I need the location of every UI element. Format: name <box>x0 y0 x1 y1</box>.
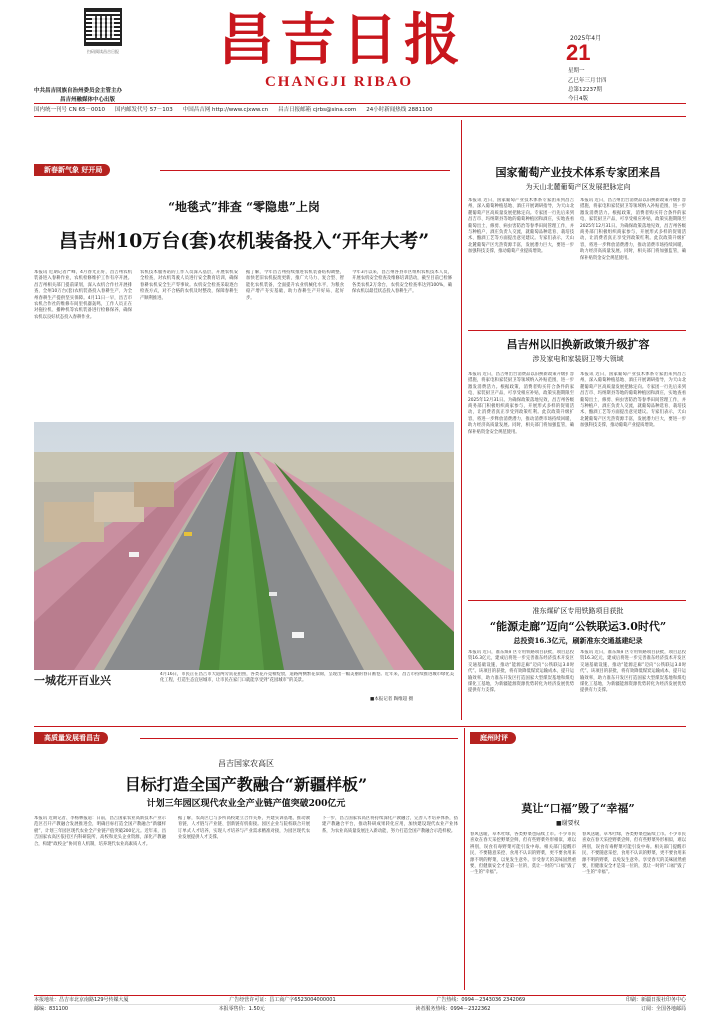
section-tag-lead: 新春新气象 好开局 <box>34 164 110 176</box>
lead-column-4: 今年3月以来，昌吉州各县市区组织农机技术人员，开展农机安全检查及维修培训活动，截至目前已检修各类农机2万余台，农机安全检查率达到100%，确保农机以最佳状态投入春耕生产。 <box>352 270 452 295</box>
footer-postcode: 邮编：831100 <box>34 1006 69 1012</box>
column-text-continued: 春风送暖，草木吐绿，各类野菜也陆续上市。不少市民喜欢在春天采挖野菜尝鲜，但有些野菜外形相似，难以辨别，误食有毒野菜可能引发中毒。相关部门提醒市民，不要随意采挖、食用不认识的野菜，更不要食用来源不明的野菜，以免发生意外。享受春天的美味固然重要，但健康安全才是第一位的，莫让一时的“口福”毁了一生的“幸福”。 <box>582 832 686 876</box>
footer <box>34 995 686 1013</box>
page-count: 今日4版 <box>568 96 588 102</box>
bottom-headline: 目标打造全国产教融合“新疆样板” <box>124 775 368 794</box>
footer-address: 本报地址：昌吉市北京南路129号传媒大厦 <box>34 997 129 1003</box>
s3-text: 本报讯 近日，准东煤矿区专用铁路项目获批，项目总投资16.3亿元，建成后将进一步完善准东经济技术开发区交通基础设施，推动“能源走廊”迈向“公铁联运3.0时代”。该项目的获批，将有效降低煤炭运输成本，提升运输效率，助力准东开发区打造国家大型煤炭基地和煤电煤化工基地，为新疆能源资源优势转化为经济发展优势提供有力支撑。 <box>468 650 574 694</box>
s3-text-continued: 本报讯 近日，准东煤矿区专用铁路项目获批，项目总投资16.3亿元，建成后将进一步完善准东经济技术开发区交通基础设施，推动“能源走廊”迈向“公铁联运3.0时代”。该项目的获批，将有效降低煤炭运输成本，提升运输效率，助力准东开发区打造国家大型煤炭基地和煤电煤化工基地，为新疆能源资源优势转化为经济发展优势提供有力支撑。 <box>580 650 686 694</box>
info-postal: 国内邮发代号 57－103 <box>114 107 173 113</box>
photo-caption: 4月16日，市民正在昌吉市大道两旁赏花拍照，各类花卉竞相绽放，道路两侧繁花似锦，呈现出一幅美丽的春日画卷。近年来，昌吉市持续推进城市绿化美化工程，打造生态宜居城市，让市民在家门口就能享受到“花园城市”的美景。 <box>160 672 454 684</box>
weekday: 星期一 <box>568 68 585 74</box>
s1-text-continued: 本报讯 近日，昌吉州出台消费品以旧换新政策升级扩容措施，将家电和家装厨卫等领域纳入补贴范围，进一步激发消费活力。根据政策，消费者购买符合条件的家电、家装厨卫产品，可享受相应补贴，政策实施期限至2025年12月31日。为确保政策落地见效，昌吉州各级商务部门积极组织商家参与，开展形式多样的促销活动，让消费者真正享受到政策红利。此次政策升级扩容，将进一步释放消费潜力，推动消费市场持续回暖，助力经济高质量发展。同时，相关部门将加强监管，确保补贴资金安全规范使用。 <box>580 198 686 261</box>
lead-photo <box>34 422 454 670</box>
footer-ad-license: 广告经营许可证：昌工商广字6523004000001 <box>229 997 336 1003</box>
s2-subheadline: 涉及家电和家装厨卫等大领域 <box>532 355 624 363</box>
info-cn: 国内统一刊号 CN 65－0010 <box>34 107 105 113</box>
lead-column-3: 据了解，今年昌吉州持续推进农机装备结构调整，加快老旧农机报废更新，推广大马力、复合型、智能化农机装备，全面提升农业机械化水平，为粮食稳产增产夯实基础，助力春耕生产开好局、起好步。 <box>246 270 344 301</box>
date-year-month: 2025年4月 <box>570 35 602 42</box>
s3-headline: “能源走廊”迈向“公铁联运3.0时代” <box>489 620 667 633</box>
info-hotline: 24小时新闻热线 2881100 <box>366 107 433 113</box>
footer-price: 本报零售价：1.50元 <box>218 1006 265 1012</box>
publisher-line-2: 昌吉州融媒体中心出版 <box>60 97 116 103</box>
s1-headline: 国家葡萄产业技术体系专家团来昌 <box>495 166 661 179</box>
footer-subscribe: 订阅：全国各地邮局 <box>640 1006 686 1012</box>
bottom-column-1: 本报讯 近期记者、李杨林报道：日前，昌吉国家农业高新技术产业示范区召开产教融合发展推进会，明确目标打造全国产教融合“新疆样板”，计划三年园区现代农业全产业链产值突破200亿元。近年来，昌吉国家农高区依托区内科研院所、高校和龙头企业资源，深化产教融合，构建“政校企”协同育人机制，培养现代农业高素质人才。 <box>34 816 166 847</box>
footer-service: 读者服务热线：0994－2322362 <box>415 1006 491 1012</box>
lead-column-1: 本报讯 近期记者严峰，4月春光正好，昌吉州农机装备进入春耕作业，农机检修维护工作有序开展。昌吉州相关部门提前谋划，深入农机合作社开展排查，全州10万台(套)农机装备投入春耕生产，为全州春耕生产提供坚实保障。4月11日一早，昌吉市农机合作社的维修车间里机器轰鸣，工作人员正在对拖拉机、播种机等农机装备进行检修保养，确保农机以良好状态投入春耕作业。 <box>34 270 132 320</box>
s2-text: 本报讯 近日，昌吉州出台消费品以旧换新政策升级扩容措施，将家电和家装厨卫等领域纳入补贴范围，进一步激发消费活力。根据政策，消费者购买符合条件的家电、家装厨卫产品，可享受相应补贴，政策实施期限至2025年12月31日。为确保政策落地见效，昌吉州各级商务部门积极组织商家参与，开展形式多样的促销活动，让消费者真正享受到政策红利。此次政策升级扩容，将进一步释放消费潜力，推动消费市场持续回暖，助力经济高质量发展。同时，相关部门将加强监管，确保补贴资金安全规范使用。 <box>468 372 574 435</box>
photo-title: 一城花开百业兴 <box>34 674 111 687</box>
footer-ad-hotline: 广告热线：0994－2343036 2342069 <box>436 997 526 1003</box>
s3-subheadline: 总投资16.3亿元，刷新准东交通基建纪录 <box>513 636 643 645</box>
date-day: 21 <box>566 40 591 65</box>
bottom-subheadline: 计划三年园区现代农业全产业链产值突破200亿元 <box>146 799 346 809</box>
qr-code <box>84 8 122 46</box>
lead-kicker: “地毯式”排查 “零隐患”上岗 <box>168 200 320 214</box>
info-website: 中国昌吉网 http://www.cjxww.cn <box>182 107 269 113</box>
info-email: 昌吉日报邮箱 cjrbs@sina.com <box>278 107 357 113</box>
section-tag-bottom: 高质量发展看昌吉 <box>34 732 108 744</box>
lead-column-2: 农机技术服务站的工作人员深入基层，开展农机安全检查，对农机驾驶人员进行安全教育培训，确保春耕农机安全生产零事故。农机安全检查采取逐台检查方式，对不合格的农机及时整改，保障春耕生产顺利推进。 <box>140 270 238 301</box>
lead-headline: 昌吉州10万台(套)农机装备投入“开年大考” <box>58 230 430 252</box>
bottom-kicker: 昌吉国家农高区 <box>218 759 274 768</box>
bottom-column-2: 据了解，农高区已与多所高校建立合作关系，共建实训基地，推动教育链、人才链与产业链、创新链有机衔接。园区企业与院校联合开展订单式人才培养，实现人才培养与产业需求精准对接，为园区现代农业发展提供人才支撑。 <box>178 816 310 841</box>
issue-number: 总第12237期 <box>568 87 602 93</box>
masthead-title: 昌吉日报 <box>218 7 466 73</box>
masthead-english: CHANGJI RIBAO <box>264 74 414 90</box>
column-byline: ■谢要权 <box>556 820 580 827</box>
s2-text-continued: 本报讯 近日，国家葡萄产业技术体系专家团来到昌吉州，深入葡萄种植基地、酒庄开展调研指导，为天山北麓葡萄产区高质量发展把脉定向。专家团一行先后来到昌吉市、玛纳斯县等地的葡萄种植园和酒庄，实地查看葡萄出土、修剪、病虫害防治等春季田间管理工作，并与种植户、酒庄负责人交流，就葡萄品种选育、栽培技术、酿酒工艺等方面提出意见建议。专家们表示，天山北麓葡萄产区光热资源丰富，发展潜力巨大，要进一步加强科技支撑，推动葡萄产业提质增效。 <box>580 372 686 429</box>
s3-kicker: 准东煤矿区专用铁路项目获批 <box>532 607 624 615</box>
s2-headline: 昌吉州以旧换新政策升级扩容 <box>506 338 650 351</box>
section-tag-column: 庭州时评 <box>470 732 516 744</box>
lunar-date: 乙巳年三月廿四 <box>568 78 607 84</box>
photo-credit: ■本报记者 陶维超 摄 <box>370 697 414 702</box>
s1-subheadline: 为天山北麓葡萄产区发展把脉定向 <box>525 183 631 191</box>
info-bar <box>34 103 686 117</box>
publisher-line-1: 中共昌吉回族自治州委员会主管主办 <box>34 88 123 94</box>
footer-printer: 印刷：新疆日报社印务中心 <box>625 997 686 1003</box>
qr-caption: 扫码阅读昌吉日报 <box>87 49 119 54</box>
bottom-column-3: 下一步，昌吉国家农高区将持续深化产教融合，完善人才培养体系，搭建产教融合平台，推动科研成果转化应用，加快建设现代农业产业体系，为农业高质量发展注入新动能，努力打造全国产教融合示范样板。 <box>322 816 458 834</box>
column-text: 春风送暖，草木吐绿，各类野菜也陆续上市。不少市民喜欢在春天采挖野菜尝鲜，但有些野菜外形相似，难以辨别，误食有毒野菜可能引发中毒。相关部门提醒市民，不要随意采挖、食用不认识的野菜，更不要食用来源不明的野菜，以免发生意外。享受春天的美味固然重要，但健康安全才是第一位的，莫让一时的“口福”毁了一生的“幸福”。 <box>470 832 576 876</box>
s1-text: 本报讯 近日，国家葡萄产业技术体系专家团来到昌吉州，深入葡萄种植基地、酒庄开展调研指导，为天山北麓葡萄产区高质量发展把脉定向。专家团一行先后来到昌吉市、玛纳斯县等地的葡萄种植园和酒庄，实地查看葡萄出土、修剪、病虫害防治等春季田间管理工作，并与种植户、酒庄负责人交流，就葡萄品种选育、栽培技术、酿酒工艺等方面提出意见建议。专家们表示，天山北麓葡萄产区光热资源丰富，发展潜力巨大，要进一步加强科技支撑，推动葡萄产业提质增效。 <box>468 198 574 255</box>
column-headline: 莫让“口福”毁了“幸福” <box>521 802 635 815</box>
